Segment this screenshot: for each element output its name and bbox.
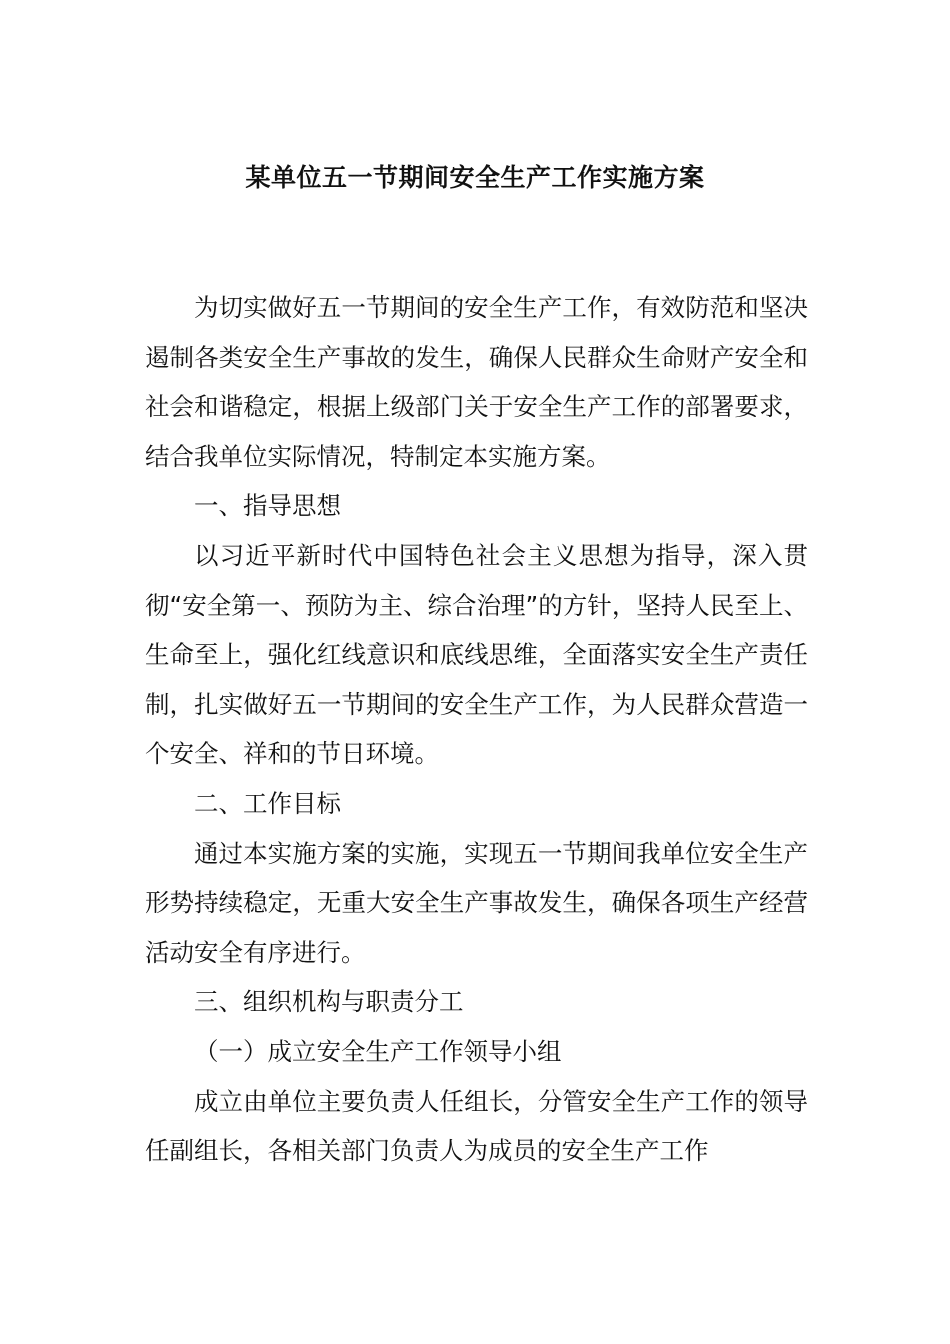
section-2-paragraph: 通过本实施方案的实施，实现五一节期间我单位安全生产形势持续稳定，无重大安全生产事故发生，确保各项生产经营活动安全有序进行。 <box>145 838 808 967</box>
section-3-subheading-1: （一）成立安全生产工作领导小组 <box>194 1036 562 1066</box>
intro-paragraph: 为切实做好五一节期间的安全生产工作，有效防范和坚决遏制各类安全生产事故的发生，确保人民群众生命财产安全和社会和谐稳定，根据上级部门关于安全生产工作的部署要求，结合我单位实际情况，特制定本实施方案。 <box>145 293 808 471</box>
section-3-sub-1-paragraph: 成立由单位主要负责人任组长，分管安全生产工作的领导任副组长，各相关部门负责人为成员的安全生产工作 <box>145 1086 808 1166</box>
document-title: 某单位五一节期间安全生产工作实施方案 <box>245 163 705 192</box>
document-body <box>145 283 808 1176</box>
section-1-paragraph: 以习近平新时代中国特色社会主义思想为指导，深入贯彻“安全第一、预防为主、综合治理”的方针，坚持人民至上、生命至上，强化红线意识和底线思维，全面落实安全生产责任制，扎实做好五一节期间的安全生产工作，为人民群众营造一个安全、祥和的节日环境。 <box>145 540 808 769</box>
section-2-heading: 二、工作目标 <box>194 788 341 818</box>
section-1-heading: 一、指导思想 <box>194 491 341 521</box>
section-3-heading: 三、组织机构与职责分工 <box>194 987 464 1017</box>
